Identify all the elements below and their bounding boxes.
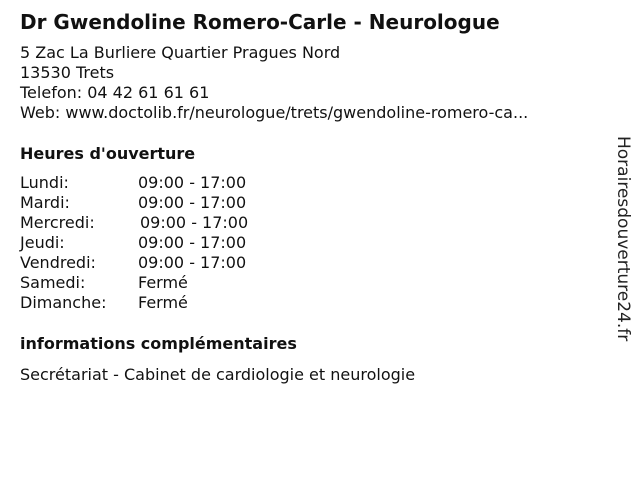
hours-day: Mardi: — [20, 193, 70, 212]
hours-time: 09:00 - 17:00 — [140, 213, 249, 232]
hours-day: Mercredi: — [20, 213, 95, 232]
website-link[interactable]: Web: www.doctolib.fr/neurologue/trets/gwendoline-romero-ca... — [20, 103, 529, 122]
hours-row-saturday — [20, 273, 320, 293]
hours-row-thursday — [20, 233, 320, 253]
site-brand-text: Horairesdouverture24.fr — [613, 136, 633, 342]
opening-hours-table — [20, 173, 320, 313]
additional-info-text: Secrétariat - Cabinet de cardiologie et neurologie — [20, 365, 416, 384]
page-title: Dr Gwendoline Romero-Carle - Neurologue — [20, 10, 500, 34]
hours-row-sunday — [20, 293, 320, 313]
hours-day: Dimanche: — [20, 293, 107, 312]
hours-day: Jeudi: — [20, 233, 65, 252]
hours-row-tuesday — [20, 193, 320, 213]
phone-number[interactable]: Telefon: 04 42 61 61 61 — [20, 83, 210, 102]
hours-time: 09:00 - 17:00 — [138, 193, 247, 212]
hours-time: Fermé — [138, 293, 188, 312]
address-block — [20, 43, 528, 123]
city-address: 13530 Trets — [20, 63, 115, 82]
hours-day: Lundi: — [20, 173, 69, 192]
hours-time: 09:00 - 17:00 — [138, 253, 247, 272]
hours-time: 09:00 - 17:00 — [138, 173, 247, 192]
hours-time: 09:00 - 17:00 — [138, 233, 247, 252]
site-brand — [612, 136, 636, 370]
street-address: 5 Zac La Burliere Quartier Pragues Nord — [20, 43, 341, 62]
additional-info-heading: informations complémentaires — [20, 334, 297, 353]
hours-row-friday — [20, 253, 320, 273]
hours-day: Samedi: — [20, 273, 86, 292]
opening-hours-heading: Heures d'ouverture — [20, 144, 196, 163]
hours-time: Fermé — [138, 273, 188, 292]
hours-row-monday — [20, 173, 320, 193]
hours-row-wednesday — [20, 213, 320, 233]
hours-day: Vendredi: — [20, 253, 96, 272]
